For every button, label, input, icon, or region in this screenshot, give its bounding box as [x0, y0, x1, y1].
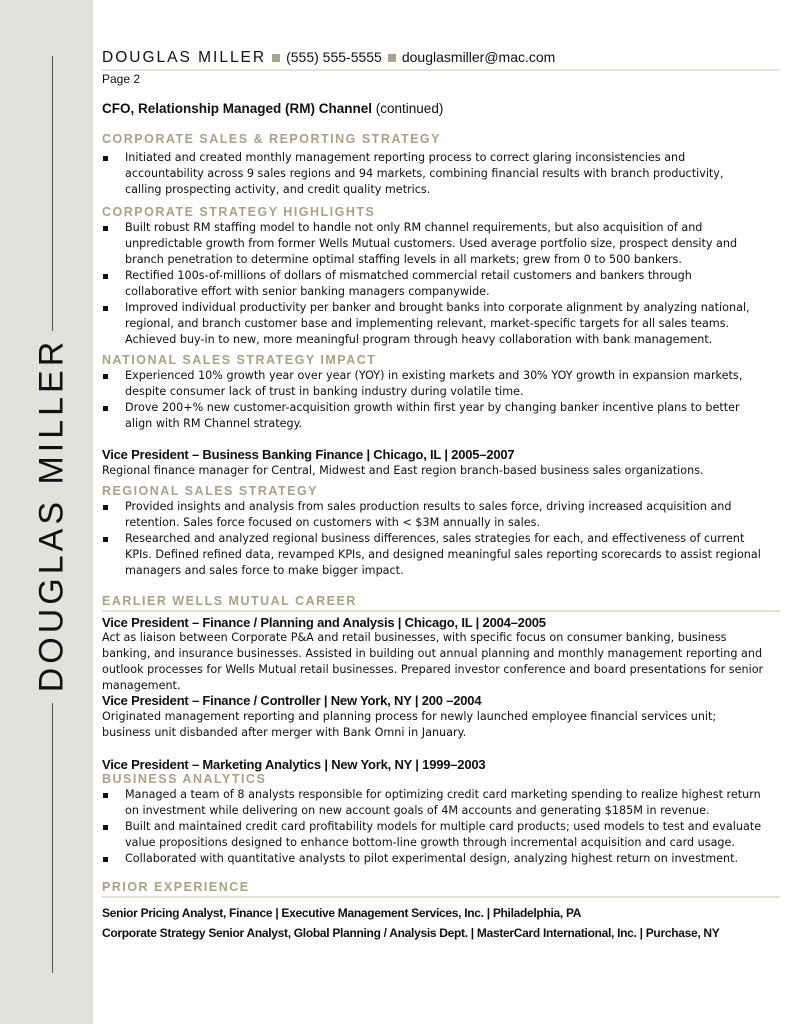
page-number: Page 2 — [102, 72, 141, 86]
section-divider — [102, 610, 780, 612]
job-desc-vp-planning-analysis: Act as liaison between Corporate P&A and retail businesses, with specific focus on consumer banking, business banking, and insurance businesses. Assisted in building out annual planning and monthly management reporting and outlook processes for Wells Mutual retail businesses. Prepared investor conference and board presentations for senior management. — [102, 631, 764, 692]
sidebar-rule-top — [52, 56, 53, 331]
job-title-vp-planning-analysis: Vice President – Finance / Planning and Analysis | Chicago, IL | 2004–2005 — [102, 615, 546, 630]
list-item: Rectified 100s-of-millions of dollars of mismatched commercial retail customers and bankers through collaborative effort with senior banking managers companywide. — [102, 268, 762, 300]
section-heading-national-sales: NATIONAL SALES STRATEGY IMPACT — [102, 353, 377, 367]
job-title-vp-marketing-analytics: Vice President – Marketing Analytics | New York, NY | 1999–2003 — [102, 757, 486, 772]
section-heading-corporate-strategy: CORPORATE STRATEGY HIGHLIGHTS — [102, 205, 376, 219]
list-item: Built robust RM staffing model to handle not only RM channel requirements, but also acquisition of and unpredictable growth from former Wells Mutual customers. Used average portfolio size, prospect density and branch penetration to determine optimal staffing levels in all markets; grew from 0 to 500 bankers. — [102, 220, 762, 268]
header-phone: (555) 555-5555 — [286, 49, 382, 65]
header-divider — [102, 69, 780, 71]
list-item: Managed a team of 8 analysts responsible for optimizing credit card marketing spending to realize highest return on investment while delivering on new account goals of 4M accounts and generating $185M in revenue. — [102, 787, 762, 819]
prior-role-item: Corporate Strategy Senior Analyst, Global Planning / Analysis Dept. | MasterCard International, Inc. | Purchase, NY — [102, 926, 720, 940]
job-title-vp-business-banking: Vice President – Business Banking Finance | Chicago, IL | 2005–2007 — [102, 447, 515, 462]
job-title-vp-controller: Vice President – Finance / Controller | New York, NY | 200 –2004 — [102, 693, 482, 708]
bullet-list-regional-sales — [102, 499, 762, 579]
square-separator-icon — [388, 54, 396, 62]
section-heading-corporate-sales: CORPORATE SALES & REPORTING STRATEGY — [102, 132, 441, 146]
job-desc-vp-controller: Originated management reporting and planning process for newly launched employee financial services unit; business unit disbanded after merger with Bank Omni in January. — [102, 710, 717, 739]
prior-role-item: Senior Pricing Analyst, Finance | Executive Management Services, Inc. | Philadelphia, PA — [102, 906, 582, 920]
square-separator-icon — [272, 54, 280, 62]
section-divider — [102, 896, 780, 898]
section-heading-regional-sales: REGIONAL SALES STRATEGY — [102, 484, 319, 498]
list-item: Researched and analyzed regional business differences, sales strategies for each, and effectiveness of current KPIs. Defined refined data, revamped KPIs, and designed meaningful sales reporting scorecards to assist regional managers and sales force to make bigger impact. — [102, 531, 762, 579]
role-suffix: (continued) — [375, 101, 444, 116]
bullet-list-corporate-strategy — [102, 220, 762, 348]
section-heading-earlier-career: EARLIER WELLS MUTUAL CAREER — [102, 594, 357, 608]
header-name: DOUGLAS MILLER — [102, 49, 267, 66]
bullet-list-corporate-sales — [102, 150, 762, 198]
list-item: Drove 200+% new customer-acquisition growth within first year by changing banker incentive plans to better align with RM Channel strategy. — [102, 400, 762, 432]
bullet-list-business-analytics — [102, 787, 762, 867]
sidebar-rule-bottom — [52, 703, 53, 973]
contact-header — [102, 49, 780, 67]
section-heading-prior-experience: PRIOR EXPERIENCE — [102, 880, 250, 894]
job-summary-vp-business-banking: Regional finance manager for Central, Midwest and East region branch-based business sales organizations. — [102, 464, 704, 477]
header-email[interactable]: douglasmiller@mac.com — [401, 49, 556, 65]
current-role-title — [102, 101, 443, 116]
list-item: Provided insights and analysis from sales production results to sales force, driving increased acquisition and retention. Sales force focused on customers with < $3M annually in sales. — [102, 499, 762, 531]
list-item: Experienced 10% growth year over year (YOY) in existing markets and 30% YOY growth in expansion markets, despite consumer lack of trust in banking industry during volatile time. — [102, 368, 762, 400]
sidebar-name: DOUGLAS MILLER — [32, 337, 71, 693]
section-heading-business-analytics: BUSINESS ANALYTICS — [102, 772, 267, 786]
list-item: Built and maintained credit card profitability models for multiple card products; used models to test and evaluate value propositions designed to enhance bottom-line growth through incremental acquisition and card usage. — [102, 819, 762, 851]
bullet-list-national-sales — [102, 368, 762, 432]
sidebar — [0, 0, 93, 1024]
list-item: Initiated and created monthly management reporting process to correct glaring inconsistencies and accountability across 9 sales regions and 94 markets, combining financial results with branch productivity, calling prospecting activity, and credit quality metrics. — [102, 150, 762, 198]
list-item: Collaborated with quantitative analysts to pilot experimental design, analyzing highest return on investment. — [102, 851, 762, 867]
list-item: Improved individual productivity per banker and brought banks into corporate alignment by analyzing national, regional, and branch customer base and implementing relevant, market-specific targets for all sales teams. Achieved buy-in to new, more meaningful program through heavy collaboration with bank management. — [102, 300, 762, 348]
role-title: CFO, Relationship Managed (RM) Channel — [102, 101, 373, 116]
